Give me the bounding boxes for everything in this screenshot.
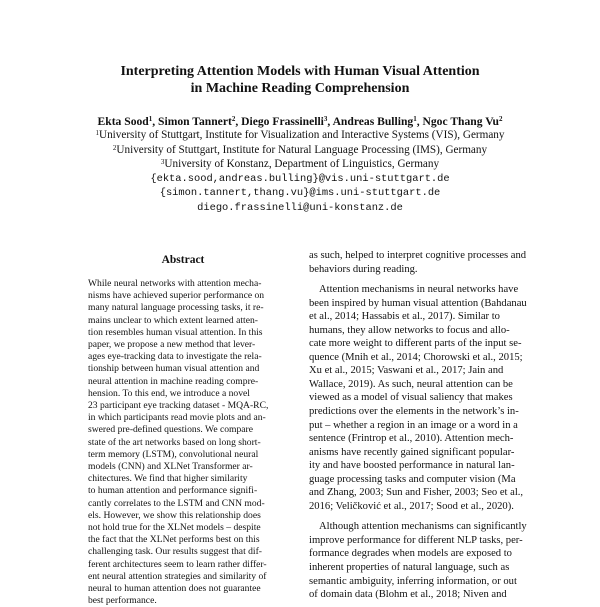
- paper-title: [0, 63, 600, 97]
- affiliation-line: [0, 143, 600, 158]
- abstract-line: ferent architectures seem to learn rather differ-: [88, 558, 267, 570]
- affiliation-text: University of Konstanz, Department of Linguistics, Germany: [164, 158, 440, 170]
- author-name: Diego Frassinelli: [241, 115, 324, 128]
- paragraph-gap: [309, 276, 531, 283]
- affiliation-marker: 1: [95, 129, 99, 137]
- body-line: predictions over the elements in the network’s in-: [309, 406, 519, 418]
- abstract-line: to human attention and performance signifi-: [88, 485, 258, 497]
- body-line: improve performance for different NLP tasks, per-: [309, 534, 523, 546]
- body-line: viewed as a model of visual saliency that makes: [309, 392, 513, 404]
- affiliation-text: University of Stuttgart, Institute for Natural Language Processing (IMS), Germany: [116, 143, 488, 156]
- abstract-line: tionship between human visual attention and: [88, 363, 260, 375]
- abstract-body: [88, 278, 274, 607]
- abstract-line: many natural language processing tasks, it re-: [88, 302, 264, 314]
- body-line: and Zhang, 2003; Sun and Fisher, 2003; Seo et al.,: [309, 487, 524, 499]
- body-line: semantic ambiguity, inferring information, or out: [309, 575, 517, 587]
- body-line: Attention mechanisms in neural networks have: [319, 284, 519, 296]
- abstract-line: models (CNN) and XLNet Transformer ar-: [88, 461, 253, 473]
- body-line: Wallace, 2019). As such, neural attention can be: [309, 378, 513, 390]
- abstract-line: ent neural attention strategies and similarity of: [88, 570, 267, 582]
- title-line-1: Interpreting Attention Models with Human Visual Attention: [120, 64, 480, 79]
- title-line-2: in Machine Reading Comprehension: [190, 81, 410, 96]
- author-name: Simon Tannert: [158, 115, 232, 128]
- email-line: {simon.tannert,thang.vu}@ims.uni-stuttgart.de: [159, 187, 441, 199]
- body-line: ity and have boosted performance in natural lan-: [309, 460, 515, 472]
- abstract-line: neural to human attention does not guarantee: [88, 583, 261, 595]
- author-affiliation-marker: 3: [323, 115, 328, 123]
- body-line: been inspired by human visual attention (Bahdanau: [309, 297, 527, 309]
- body-line: guage processing tasks and computer vision (Ma: [309, 473, 516, 485]
- body-line: inherent properties of natural language, such as: [309, 562, 510, 574]
- abstract-line: hension. To this end, we introduce a novel: [88, 387, 250, 399]
- author-affiliation-marker: 1: [148, 115, 153, 123]
- right-column-body: [309, 249, 531, 600]
- abstract-line: state of the art networks based on long short-: [88, 436, 261, 448]
- abstract-line: paper, we propose a new method that lever-: [88, 339, 256, 351]
- author-name: Ngoc Thang Vu: [422, 115, 499, 128]
- abstract-line: challenging task. Our results suggest that dif-: [88, 546, 262, 558]
- abstract-line: tion resembles human visual attention. In this: [88, 326, 263, 338]
- abstract-line: nisms have achieved superior performance on: [88, 290, 265, 302]
- affiliations: [0, 128, 600, 215]
- affiliation-text: University of Stuttgart, Institute for Visualization and Interactive Systems (VIS), Germany: [98, 129, 505, 141]
- body-line: formance degrades when models are exposed to: [309, 548, 512, 560]
- author-name: Ekta Sood: [97, 115, 149, 128]
- author-affiliation-marker: 2: [498, 115, 503, 123]
- abstract-line: not hold true for the XLNet models – despite: [88, 522, 261, 534]
- abstract-line: term memory (LSTM), convolutional neural: [88, 448, 259, 460]
- abstract-line: els. However, we show this relationship does: [88, 509, 261, 521]
- author-affiliation-marker: 1: [413, 115, 417, 123]
- abstract-line: mains unclear to which extent learned atten-: [88, 314, 258, 326]
- abstract-line: best performance.: [88, 595, 157, 607]
- paragraph-gap: [309, 513, 531, 520]
- abstract-line: the fact that the XLNet performs best on this: [88, 534, 260, 546]
- body-line: Although attention mechanisms can significantly: [319, 521, 527, 533]
- email-line: {ekta.sood,andreas.bulling}@vis.uni-stuttgart.de: [150, 172, 450, 185]
- body-line: of domain data (Blohm et al., 2018; Niven and: [309, 589, 507, 601]
- body-line: quence (Mnih et al., 2014; Chorowski et al., 2015;: [309, 351, 523, 363]
- abstract-heading: Abstract: [161, 254, 205, 266]
- body-line: cate more weight to different parts of the input se-: [309, 338, 522, 350]
- body-line: Xu et al., 2015; Vaswani et al., 2017; Jain and: [309, 365, 504, 377]
- affiliation-line: [0, 128, 600, 143]
- body-line: put – whether a region in an image or a word in a: [309, 419, 518, 431]
- affiliation-line: [0, 157, 600, 172]
- abstract-line: neural attention in machine reading compre-: [88, 375, 259, 387]
- body-line: as such, helped to interpret cognitive processes and: [309, 250, 527, 261]
- abstract-line: in which participants read movie plots and an-: [88, 412, 266, 424]
- body-line: behaviors during reading.: [309, 263, 418, 275]
- abstract-line: ages eye-tracking data to investigate the rela-: [88, 351, 262, 363]
- abstract-line: 23 participant eye tracking dataset - MQA-RC,: [88, 400, 269, 412]
- abstract-line: While neural networks with attention mecha-: [88, 278, 262, 289]
- body-line: anisms have recently gained significant popular-: [309, 446, 515, 458]
- body-line: 2016; Veličković et al., 2017; Sood et al., 2020).: [309, 500, 514, 512]
- body-line: et al., 2014; Hassabis et al., 2017). Similar to: [309, 311, 500, 323]
- author-list: Ekta Sood$^1$, Simon Tannert$^2$, Diego Frassinelli$^3$, Andreas Bulling$^1$, Ngoc Thang Vu$^2$: [97, 115, 503, 128]
- email-line: diego.frassinelli@uni-konstanz.de: [197, 201, 403, 214]
- affiliation-marker: 2: [112, 143, 117, 152]
- body-line: humans, they allow networks to focus and allo-: [309, 324, 510, 336]
- abstract-line: chitectures. We find that higher similarity: [88, 473, 248, 485]
- body-line: sentence (Frintrop et al., 2010). Attention mech-: [309, 433, 514, 445]
- author-affiliation-marker: 2: [231, 115, 236, 123]
- affiliation-marker: 3: [160, 158, 165, 166]
- author-name: Andreas Bulling: [332, 115, 414, 128]
- abstract-line: cantly correlates to the LSTM and CNN mod-: [88, 497, 265, 509]
- abstract-line: swered pre-defined questions. We compare: [88, 424, 254, 436]
